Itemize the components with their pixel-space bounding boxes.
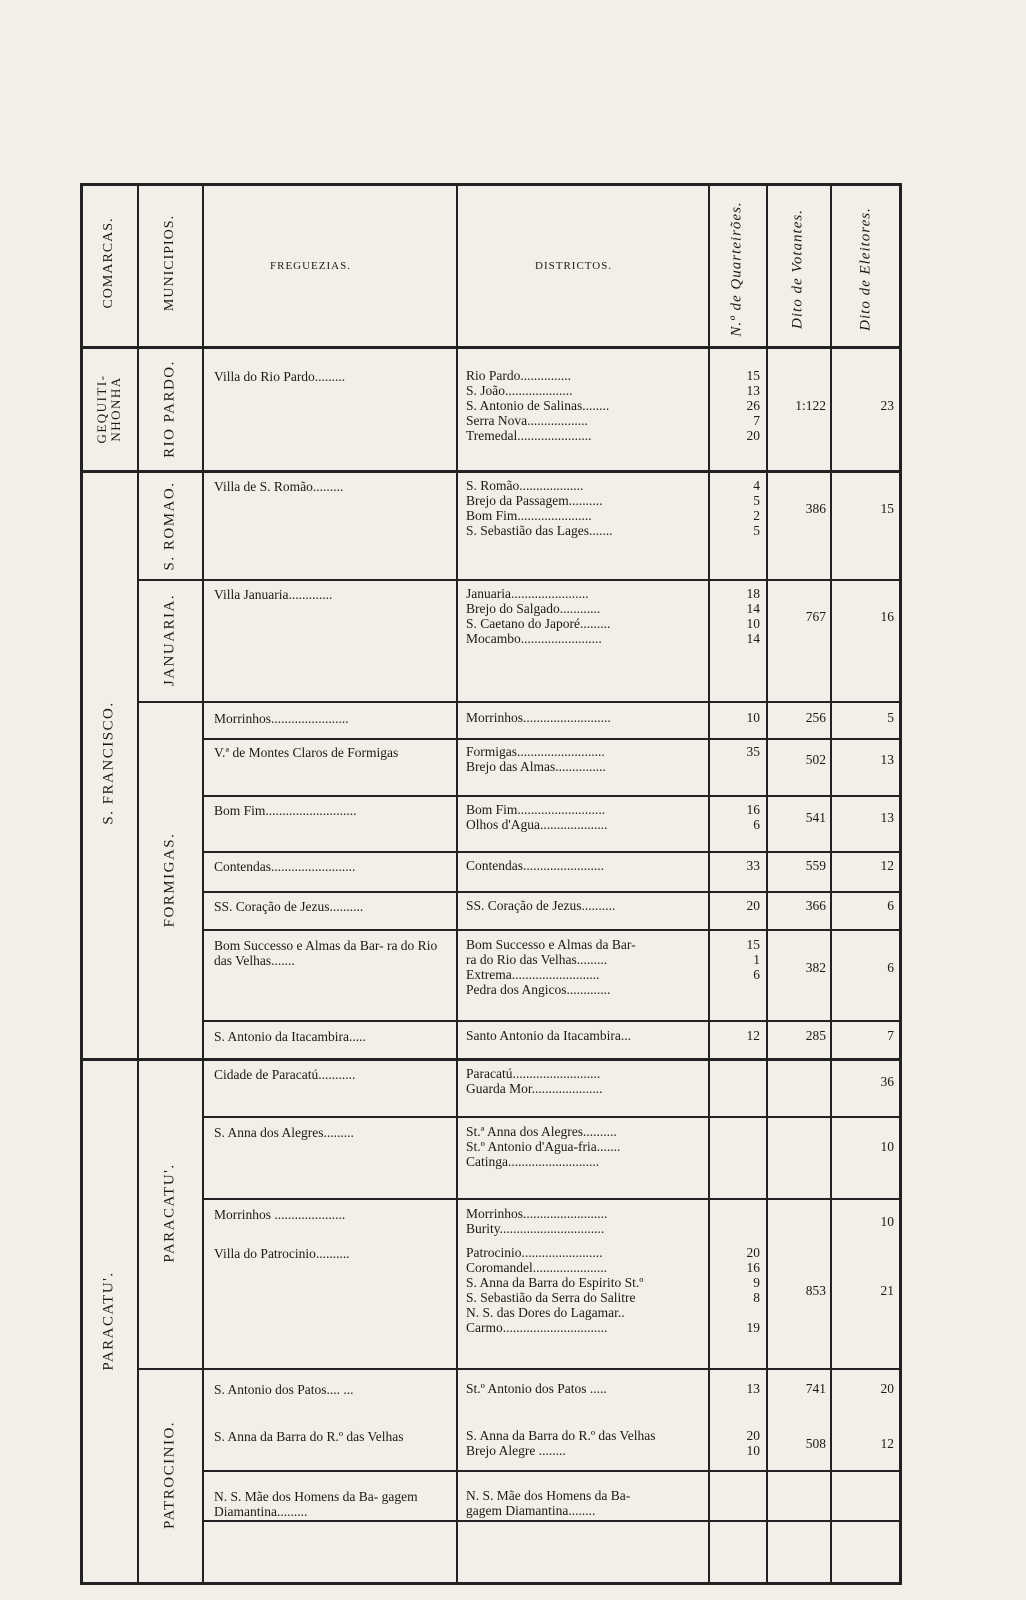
municipio-sep-1 [137,579,902,581]
comarca-paracatu: PARACATU'. [100,1271,117,1371]
districto-cell: Extrema.......................... [466,968,600,982]
districto-cell: Coromandel...................... [466,1261,607,1275]
quarteiroes-cell: 15 [746,368,760,383]
eleitores-cell: 16 [880,608,894,624]
districto-cell: ra do Rio das Velhas......... [466,953,608,967]
freguezia-sep-6 [202,1020,902,1022]
quarteiroes-cell: 26 [746,398,760,413]
districto-cell: S. Romão................... [466,479,584,493]
quarteiroes-cell: 14 [746,631,760,646]
districto-cell: Carmo............................... [466,1321,608,1335]
quarteiroes-cell: 6 [753,967,760,982]
districto-cell: Burity............................... [466,1222,605,1236]
districto-cell: N. S. das Dores do Lagamar.. [466,1306,625,1320]
votantes-cell: 1:122 [795,398,826,413]
quarteiroes-cell: 4 [753,478,760,493]
votantes-cell: 767 [805,608,826,624]
freguezia-sep-4 [202,891,902,893]
quarteiroes-cell: 1 [753,952,760,967]
votantes-cell: 541 [805,809,826,825]
districto-cell: Brejo do Salgado............ [466,602,601,616]
freguezia-cell: S. Anna da Barra do R.º das Velhas [214,1429,404,1444]
freguezia-cell: S. Antonio da Itacambira..... [214,1029,366,1044]
eleitores-cell: 20 [880,1381,894,1396]
districto-cell: Guarda Mor..................... [466,1082,603,1096]
col-sep-comarcas [137,183,139,1585]
votantes-cell: 285 [805,1028,826,1043]
eleitores-cell: 21 [880,1282,894,1298]
eleitores-cell: 5 [887,710,894,725]
freguezia-sep-5 [202,929,902,931]
votantes-cell: 559 [805,858,826,873]
districto-cell: N. S. Mãe dos Homens da Ba- [466,1489,631,1503]
districto-cell: S. Anna da Barra do Espirito St.º [466,1276,644,1290]
districto-cell: Olhos d'Agua.................... [466,818,608,832]
freguezia-sep-2 [202,795,902,797]
districto-cell: Contendas........................ [466,859,604,873]
freguezia-cell: S. Anna dos Alegres......... [214,1125,354,1140]
freguezia-cell: V.ª de Montes Claros de Formigas [214,745,399,760]
districto-cell: St.ª Anna dos Alegres.......... [466,1125,617,1139]
votantes-cell: 382 [805,959,826,975]
freguezia-sep-7 [202,1116,902,1118]
freguezia-cell: Villa Januaria............. [214,587,333,602]
header-municipios: MUNICIPIOS. [162,214,177,312]
quarteiroes-cell: 10 [746,710,760,725]
comarca-sep-1 [80,470,902,473]
quarteiroes-cell: 35 [746,744,760,759]
votantes-cell: 256 [805,710,826,725]
freguezia-sep-3 [202,851,902,853]
col-sep-quarteiroes [766,183,768,1585]
votantes-cell: 508 [805,1435,826,1451]
districto-cell: St.º Antonio d'Agua-fria....... [466,1140,621,1154]
quarteiroes-cell: 14 [746,601,760,616]
quarteiroes-cell: 12 [746,1028,760,1043]
quarteiroes-cell: 5 [753,493,760,508]
districto-cell: Bom Fim.......................... [466,803,606,817]
districto-cell: Brejo das Almas............... [466,760,606,774]
districto-cell: S. Anna da Barra do R.º das Velhas [466,1429,656,1443]
eleitores-cell: 12 [880,1435,894,1451]
freguezia-sep-10 [202,1520,902,1522]
header-comarcas: COMARCAS. [101,217,116,309]
comarca-s-francisco: S. FRANCISCO. [100,701,117,825]
eleitores-cell: 6 [887,898,894,913]
col-sep-votantes [830,183,832,1585]
quarteiroes-cell: 6 [753,817,760,832]
col-sep-municipios [202,183,204,1585]
freguezia-cell: Morrinhos ..................... [214,1207,346,1222]
districto-cell: St.º Antonio dos Patos ..... [466,1382,607,1396]
districto-cell: S. João.................... [466,384,573,398]
districto-cell: Serra Nova.................. [466,414,588,428]
eleitores-cell: 10 [880,1213,894,1229]
municipio-s-romao: S. ROMAO. [161,481,178,571]
votantes-cell: 366 [805,898,826,913]
eleitores-cell: 10 [880,1139,894,1154]
municipio-formigas: FORMIGAS. [161,832,178,928]
municipio-sep-2 [137,701,902,703]
statistics-table [80,183,902,1585]
districto-cell: Morrinhos.......................... [466,711,611,725]
eleitores-cell: 7 [887,1028,894,1043]
districto-cell: Bom Fim...................... [466,509,592,523]
districto-cell: S. Sebastião das Lages....... [466,524,613,538]
districto-cell: Tremedal...................... [466,429,592,443]
quarteiroes-cell: 13 [746,1381,760,1396]
freguezia-cell: Cidade de Paracatú........... [214,1067,356,1082]
quarteiroes-cell: 16 [746,1260,760,1275]
freguezia-cell: Morrinhos....................... [214,711,349,726]
districto-cell: Catinga........................... [466,1155,600,1169]
quarteiroes-cell: 7 [753,413,760,428]
districto-cell: Pedra dos Angicos............. [466,983,611,997]
header-votantes: Dito de Votantes. [789,209,806,329]
districto-cell: Brejo da Passagem.......... [466,494,603,508]
quarteiroes-cell: 2 [753,508,760,523]
freguezia-cell: Villa de S. Romão......... [214,479,344,494]
municipio-januaria: JANUARIA. [161,593,178,687]
districto-cell: S. Sebastião da Serra do Salitre [466,1291,636,1305]
freguezia-cell: Contendas......................... [214,859,356,874]
header-quarteiroes: N.º de Quarteirões. [728,201,745,337]
freguezia-cell: N. S. Mãe dos Homens da Ba- gagem Diamantina......... [214,1489,418,1519]
districto-cell: Brejo Alegre ........ [466,1444,566,1458]
districto-cell: SS. Coração de Jezus.......... [466,899,616,913]
districto-cell: Mocambo........................ [466,632,602,646]
quarteiroes-cell: 10 [746,616,760,631]
districto-cell: gagem Diamantina........ [466,1504,596,1518]
eleitores-cell: 13 [880,751,894,767]
quarteiroes-cell: 20 [746,1428,760,1443]
freguezia-sep-9 [202,1470,902,1472]
votantes-cell: 853 [805,1282,826,1298]
municipio-rio-pardo: RIO PARDO. [161,360,178,458]
header-freguezias: FREGUEZIAS. [270,260,351,272]
districto-cell: Patrocinio........................ [466,1246,603,1260]
districto-cell: Santo Antonio da Itacambira... [466,1029,631,1043]
quarteiroes-cell: 20 [746,898,760,913]
municipio-sep-3 [137,1368,902,1370]
quarteiroes-cell: 5 [753,523,760,538]
quarteiroes-cell: 13 [746,383,760,398]
districto-cell: Rio Pardo............... [466,369,572,383]
votantes-cell: 741 [805,1381,826,1396]
districto-cell: Morrinhos......................... [466,1207,608,1221]
freguezia-sep-1 [202,738,902,740]
quarteiroes-cell: 19 [746,1320,760,1335]
votantes-cell: 386 [805,500,826,516]
freguezia-sep-8 [202,1198,902,1200]
table-right-border [899,183,902,1585]
quarteiroes-cell: 15 [746,937,760,952]
eleitores-cell: 36 [880,1073,894,1089]
freguezia-cell: Villa do Rio Pardo......... [214,369,346,384]
eleitores-cell: 23 [880,398,894,413]
votantes-cell: 502 [805,751,826,767]
comarca-sep-2 [80,1058,902,1061]
districto-cell: Bom Successo e Almas da Bar- [466,938,636,952]
municipio-paracatu: PARACATU'. [161,1163,178,1263]
quarteiroes-cell: 20 [746,428,760,443]
eleitores-cell: 6 [887,959,894,975]
freguezia-cell: S. Antonio dos Patos.... ... [214,1382,354,1397]
districto-cell: Formigas.......................... [466,745,605,759]
freguezia-cell: Bom Fim........................... [214,803,357,818]
districto-cell: Paracatú.......................... [466,1067,601,1081]
eleitores-cell: 13 [880,809,894,825]
col-sep-districtos [708,183,710,1585]
quarteiroes-cell: 8 [753,1290,760,1305]
quarteiroes-cell: 9 [753,1275,760,1290]
header-districtos: DISTRICTOS. [535,260,613,272]
quarteiroes-cell: 10 [746,1443,760,1458]
comarca-gequitinhonha: GEQUITI- NHONHA [94,374,123,444]
quarteiroes-cell: 16 [746,802,760,817]
quarteiroes-cell: 20 [746,1245,760,1260]
eleitores-cell: 12 [880,858,894,873]
quarteiroes-cell: 18 [746,586,760,601]
header-eleitores: Dito de Eleitores. [857,207,874,331]
freguezia-cell: SS. Coração de Jezus.......... [214,899,364,914]
municipio-patrocinio: PATROCINIO. [161,1420,178,1530]
eleitores-cell: 15 [880,500,894,516]
freguezia-cell: Villa do Patrocinio.......... [214,1246,350,1261]
districto-cell: S. Caetano do Japoré......... [466,617,611,631]
districto-cell: Januaria....................... [466,587,589,601]
col-sep-freguezias [456,183,458,1585]
table-left-border [80,183,83,1585]
districto-cell: S. Antonio de Salinas........ [466,399,610,413]
freguezia-cell: Bom Successo e Almas da Bar- ra do Rio das Velhas....... [214,938,438,968]
quarteiroes-cell: 33 [746,858,760,873]
